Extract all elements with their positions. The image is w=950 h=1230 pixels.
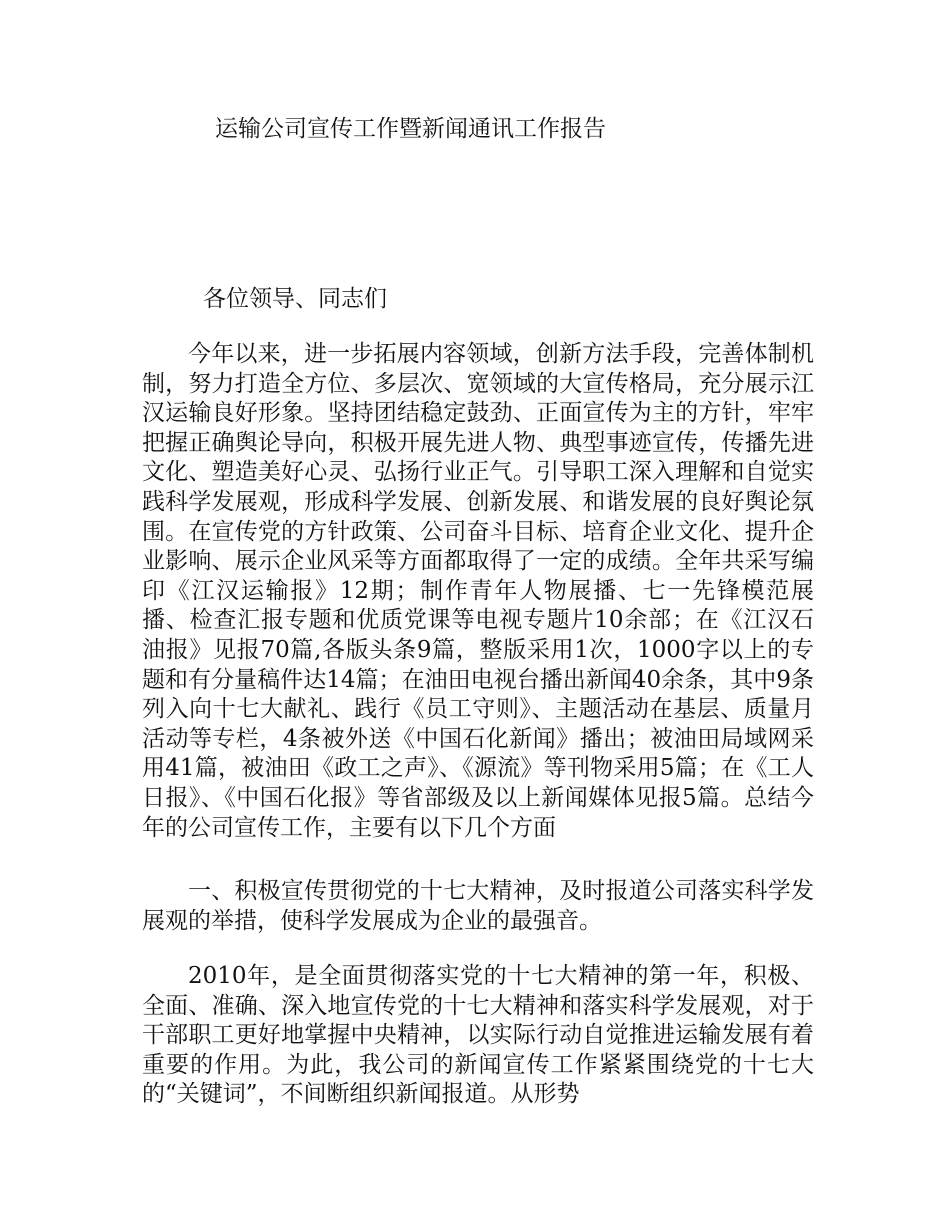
salutation: 各位领导、同志们 <box>203 286 387 312</box>
paragraph-section-one-heading: 一、积极宣传贯彻党的十七大精神，及时报道公司落实科学发展观的举措，使科学发展成为企业的最强音。 <box>142 878 814 934</box>
paragraph-overview: 今年以来，进一步拓展内容领域，创新方法手段，完善体制机制，努力打造全方位、多层次、宽领域的大宣传格局，充分展示江汉运输良好形象。坚持团结稳定鼓劲、正面宣传为主的方针，牢牢把握正确舆论导向，积极开展先进人物、典型事迹宣传，传播先进文化、塑造美好心灵、弘扬行业正气。引导职工深入理解和自觉实践科学发展观，形成科学发展、创新发展、和谐发展的良好舆论氛围。在宣传党的方针政策、公司奋斗目标、培育企业文化、提升企业影响、展示企业风采等方面都取得了一定的成绩。全年共采写编印《江汉运输报》12期；制作青年人物展播、七一先锋模范展播、检查汇报专题和优质党课等电视专题片10余部；在《江汉石油报》见报70篇,各版头条9篇，整版采用1次，1000字以上的专题和有分量稿件达14篇；在油田电视台播出新闻40余条，其中9条列入向十七大献礼、践行《员工守则》、主题活动在基层、质量月活动等专栏，4条被外送《中国石化新闻》播出；被油田局域网采用41篇，被油田《政工之声》、《源流》等刊物采用5篇；在《工人日报》、《中国石化报》等省部级及以上新闻媒体见报5篇。总结今年的公司宣传工作，主要有以下几个方面 <box>142 341 814 841</box>
document-title: 运输公司宣传工作暨新闻通讯工作报告 <box>215 116 606 142</box>
paragraph-section-one-body: 2010年，是全面贯彻落实党的十七大精神的第一年，积极、全面、准确、深入地宣传党的十七大精神和落实科学发展观，对于干部职工更好地掌握中央精神，以实际行动自觉推进运输发展有着重要的作用。为此，我公司的新闻宣传工作紧紧围绕党的十七大的“关键词”，不间断组织新闻报道。从形势 <box>142 963 814 1108</box>
